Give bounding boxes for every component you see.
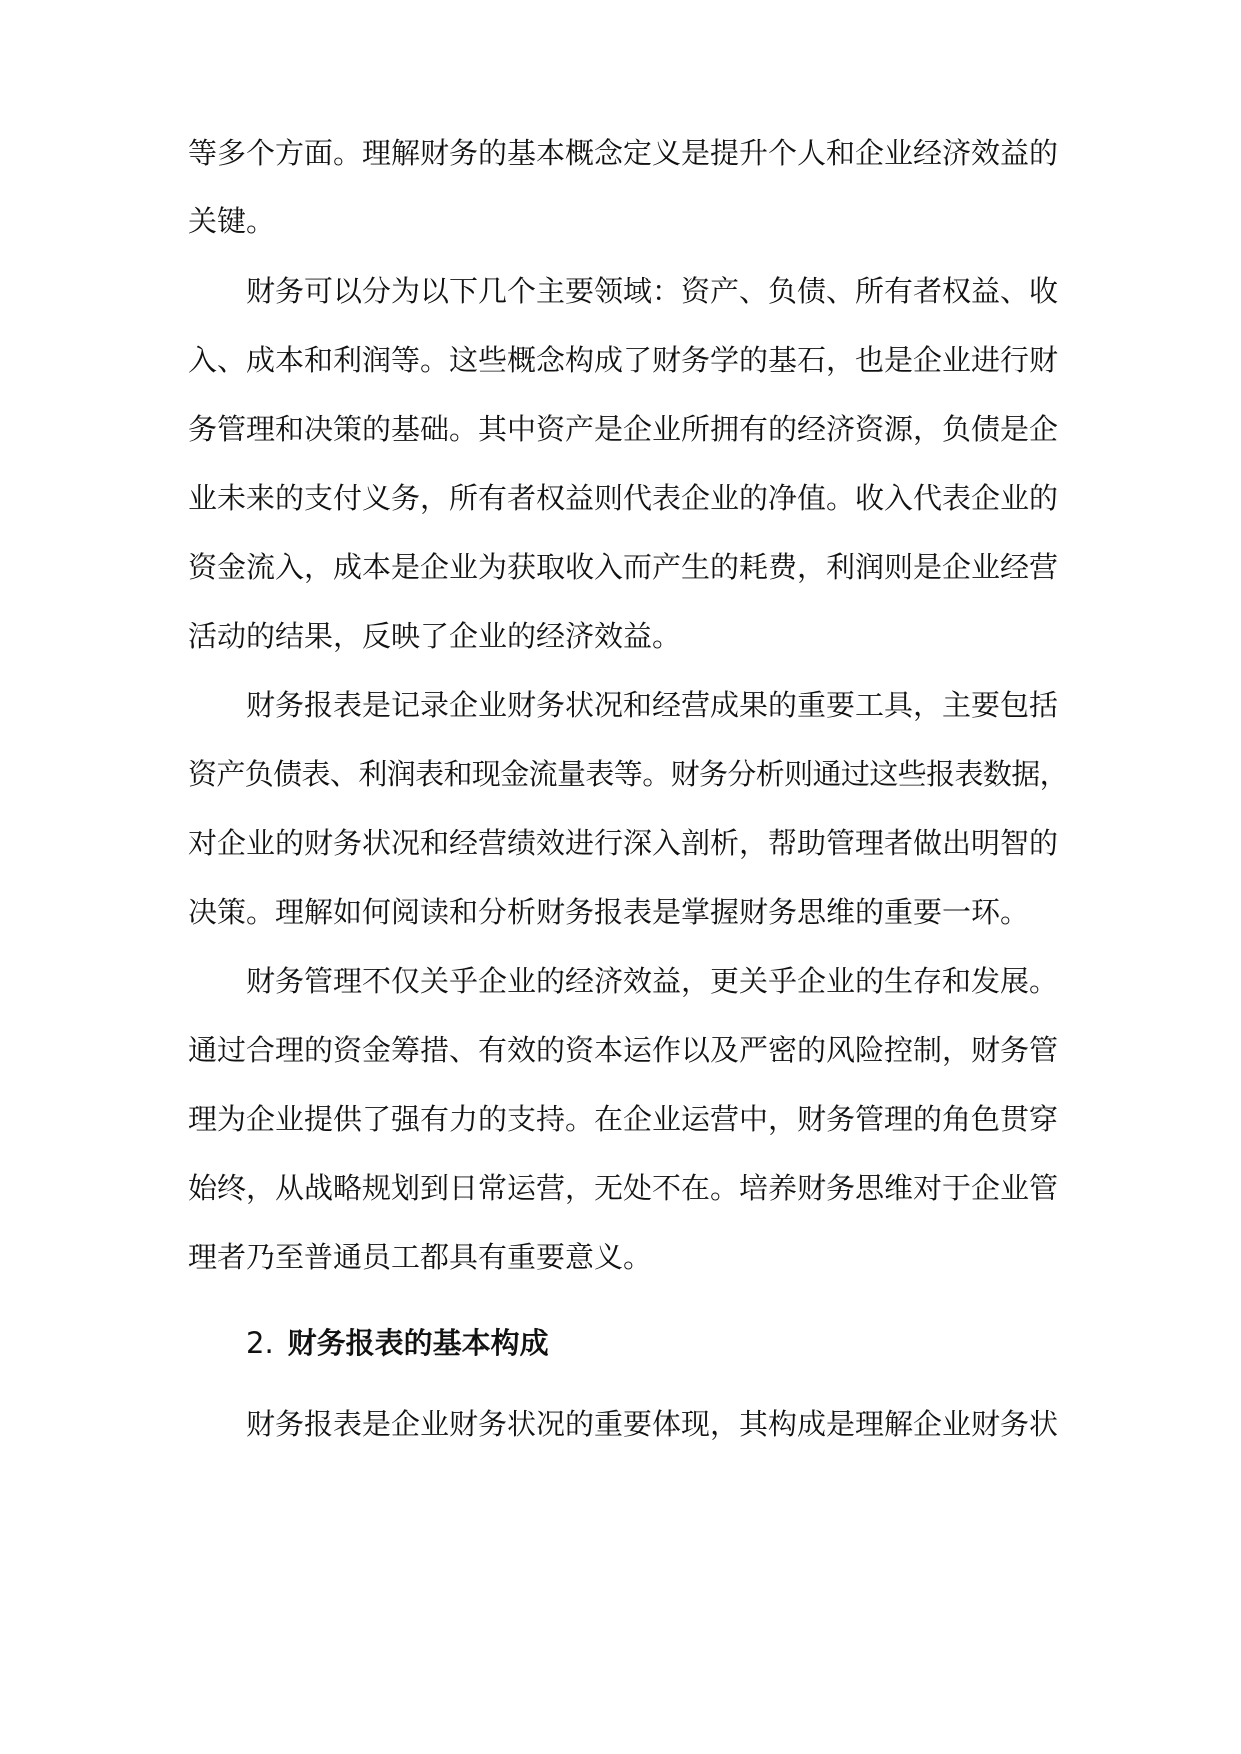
paragraph-line: 务管理和决策的基础。其中资产是企业所拥有的经济资源，负债是企 — [188, 412, 1059, 446]
paragraph-line: 对企业的财务状况和经营绩效进行深入剖析，帮助管理者做出明智的 — [188, 826, 1059, 860]
section-number: 2. — [246, 1326, 274, 1360]
paragraph-line: 关键。 — [188, 204, 276, 238]
paragraph-line: 理为企业提供了强有力的支持。在企业运营中，财务管理的角色贯穿 — [188, 1102, 1059, 1136]
paragraph-line: 始终，从战略规划到日常运营，无处不在。培养财务思维对于企业管 — [188, 1171, 1059, 1205]
paragraph-line: 财务报表是企业财务状况的重要体现，其构成是理解企业财务状 — [246, 1407, 1059, 1441]
paragraph-line: 入、成本和利润等。这些概念构成了财务学的基石，也是企业进行财 — [188, 343, 1059, 377]
paragraph-line: 决策。理解如何阅读和分析财务报表是掌握财务思维的重要一环。 — [188, 895, 1030, 929]
paragraph-line: 财务可以分为以下几个主要领域：资产、负债、所有者权益、收 — [246, 274, 1059, 308]
paragraph-line: 业未来的支付义务，所有者权益则代表企业的净值。收入代表企业的 — [188, 481, 1059, 515]
paragraph-line: 理者乃至普通员工都具有重要意义。 — [188, 1240, 653, 1274]
paragraph-line: 资产负债表、利润表和现金流量表等。财务分析则通过这些报表数据， — [188, 757, 1069, 791]
section-heading — [246, 1323, 1046, 1363]
paragraph-line: 财务管理不仅关乎企业的经济效益，更关乎企业的生存和发展。 — [246, 964, 1059, 998]
paragraph-line: 通过合理的资金筹措、有效的资本运作以及严密的风险控制，财务管 — [188, 1033, 1059, 1067]
paragraph-line: 财务报表是记录企业财务状况和经营成果的重要工具，主要包括 — [246, 688, 1059, 722]
paragraph-line: 资金流入，成本是企业为获取收入而产生的耗费，利润则是企业经营 — [188, 550, 1059, 584]
paragraph-line: 活动的结果，反映了企业的经济效益。 — [188, 619, 682, 653]
paragraph-line: 等多个方面。理解财务的基本概念定义是提升个人和企业经济效益的 — [188, 136, 1059, 170]
section-title: 财务报表的基本构成 — [287, 1326, 549, 1360]
